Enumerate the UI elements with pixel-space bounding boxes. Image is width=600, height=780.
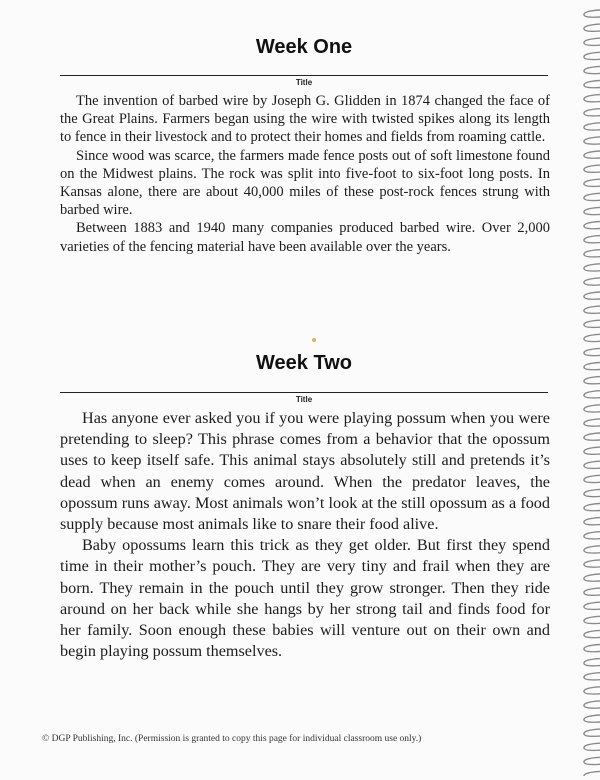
spiral-coil: [584, 38, 600, 45]
spiral-coil: [584, 461, 600, 468]
spiral-binding: [578, 6, 600, 776]
spiral-coil: [584, 715, 600, 722]
spiral-coil: [584, 377, 600, 384]
spiral-coil: [584, 137, 600, 144]
spiral-coil: [584, 489, 600, 496]
spiral-coil: [584, 673, 600, 680]
spiral-coil: [584, 66, 600, 73]
spiral-coil: [584, 701, 600, 708]
spiral-coil: [584, 433, 600, 440]
week-one-title-label: Title: [295, 78, 313, 87]
spiral-coil: [584, 645, 600, 652]
spiral-coil: [584, 52, 600, 59]
spiral-coil: [584, 193, 600, 200]
spiral-coil: [584, 687, 600, 694]
spiral-coil: [584, 405, 600, 412]
week-two-paragraph-1: Has anyone ever asked you if you were playing possum when you were pretending to sleep? This phrase comes from a behavior that the opossum uses to keep itself safe. This animal stays absolutely still and pretends it’s dead when an enemy comes around. When the predator leaves, the opossum runs away. Most animals won’t look at the still opossum as a food supply because most animals like to snare their food alive.: [60, 409, 550, 534]
week-one-paragraph-2: Since wood was scarce, the farmers made fence posts out of soft limestone found on the Midwest plains. The rock was split into five-foot to six-foot long posts. In Kansas alone, there are about 40,000 miles of these post-rock fences strung with barbed wire.: [60, 147, 550, 219]
spiral-coil: [584, 729, 600, 736]
stray-mark: [312, 338, 316, 342]
spiral-coil: [584, 391, 600, 398]
week-two-paragraph-2: Baby opossums learn this trick as they get older. But first they spend time in their mother’s pouch. They are very tiny and frail when they are born. They remain in the pouch until they grow stronger. Then they ride around on her back while she hangs by her strong tail and finds food for her family. Soon enough these babies will venture out on their own and begin playing possum themselves.: [60, 536, 550, 661]
spiral-coil: [584, 560, 600, 567]
week-two-passage: [60, 408, 550, 662]
spiral-coil: [584, 588, 600, 595]
spiral-coil: [584, 165, 600, 172]
spiral-coil: [584, 10, 600, 17]
spiral-coil: [584, 123, 600, 130]
week-one-paragraph-3: Between 1883 and 1940 many companies produced barbed wire. Over 2,000 varieties of the fencing material have been available over the years.: [60, 220, 550, 255]
spiral-coil: [584, 518, 600, 525]
spiral-coil: [584, 95, 600, 102]
spiral-coil: [584, 24, 600, 31]
spiral-coil: [584, 207, 600, 214]
copyright-footer: © DGP Publishing, Inc. (Permission is granted to copy this page for individual classroom use only.): [42, 734, 422, 744]
spiral-coil: [584, 292, 600, 299]
spiral-coil: [584, 475, 600, 482]
spiral-coil: [584, 616, 600, 623]
spiral-coil: [584, 363, 600, 370]
spiral-coil: [584, 546, 600, 553]
spiral-coil: [584, 109, 600, 116]
week-one-passage: [60, 92, 550, 256]
week-two-heading: Week Two: [256, 352, 352, 374]
spiral-coil: [584, 151, 600, 158]
spiral-coil: [584, 743, 600, 750]
spiral-coil: [584, 419, 600, 426]
spiral-coil: [584, 222, 600, 229]
week-two-title-line: [60, 392, 548, 393]
spiral-coil: [584, 320, 600, 327]
spiral-coil: [584, 264, 600, 271]
week-one-heading: Week One: [255, 36, 353, 58]
spiral-coil: [584, 630, 600, 637]
spiral-coil: [584, 179, 600, 186]
spiral-coil: [584, 334, 600, 341]
spiral-coil: [584, 278, 600, 285]
week-two-title-label: Title: [295, 395, 313, 404]
spiral-coil: [584, 348, 600, 355]
spiral-coil: [584, 602, 600, 609]
week-one-title-line: [60, 75, 548, 76]
spiral-coil: [584, 574, 600, 581]
spiral-coil: [584, 81, 600, 88]
spiral-coil: [584, 757, 600, 764]
spiral-coil: [584, 236, 600, 243]
spiral-coil: [584, 532, 600, 539]
spiral-coil: [584, 447, 600, 454]
spiral-coil: [584, 306, 600, 313]
spiral-coil: [584, 659, 600, 666]
spiral-coil: [584, 771, 600, 776]
week-one-paragraph-1: The invention of barbed wire by Joseph G. Glidden in 1874 changed the face of the Great Plains. Farmers began using the wire with twisted spikes along its length to fence in their livestock and to protect their homes and fields from roaming cattle.: [60, 93, 550, 146]
spiral-coil: [584, 250, 600, 257]
spiral-coil: [584, 504, 600, 511]
